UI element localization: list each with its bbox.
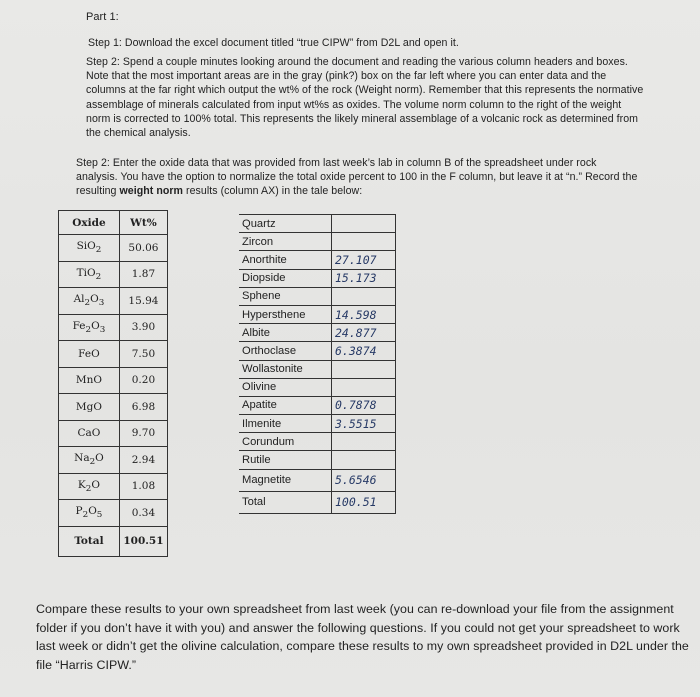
step-2b-text [76,156,641,199]
mineral-name: Olivine [239,378,332,396]
oxide-row [59,394,168,421]
weight-norm-value [332,360,396,378]
oxide-wt-value: 1.87 [119,261,167,288]
oxide-wt-value: 1.08 [119,473,167,500]
mineral-name: Corundum [239,433,332,451]
weight-norm-value [332,215,396,233]
oxide-formula-sub: 2 [95,245,102,256]
oxide-row [59,288,168,315]
mineral-name: Ilmenite [239,415,332,433]
oxide-formula-base: CaO [77,427,101,440]
mineral-name: Sphene [239,287,332,305]
oxide-formula-sub2: 5 [96,510,103,521]
weight-norm-value [332,433,396,451]
oxide-formula-base: MnO [75,374,103,387]
mineral-row [239,433,396,451]
weight-norm-value: 3.5515 [332,415,396,433]
oxide-formula-base: TiO [76,266,96,279]
oxide-formula-sub: 2 [89,457,96,468]
mineral-name: Magnetite [239,469,332,491]
oxide-row [59,261,168,288]
oxide-formula-tail: O [91,319,100,332]
oxide-header: Oxide [59,211,120,235]
oxide-wt-value: 15.94 [119,288,167,315]
weight-norm-value: 14.598 [332,305,396,323]
mineral-row [239,451,396,469]
oxide-formula [59,394,120,421]
mineral-row [239,215,396,233]
step-2-text: Step 2: Spend a couple minutes looking around the document and reading the various column headers and boxes. Note that the most important areas are in the gray (pink?) box on the far left where you can enter data and the columns at the far right which output the wt% of the rock (Weight norm). Remember that this represents the normative assemblage of minerals calculated from input wt%s as oxides. The volume norm column to the right of the weight norm is corrected to 100% total. This represents the likely mineral assemblage of a volcanic rock as determined from the chemical analysis. [86,56,644,140]
oxide-formula-tail: O [95,452,104,465]
weight-norm-value: 27.107 [332,251,396,269]
mineral-row [239,469,396,491]
mineral-name: Hypersthene [239,305,332,323]
oxide-formula-base: Fe [72,319,86,332]
wt-header: Wt% [119,211,167,235]
mineral-name: Wollastonite [239,360,332,378]
mineral-row [239,415,396,433]
oxide-formula-base: FeO [78,347,100,360]
mineral-row [239,342,396,360]
oxide-formula-sub: 2 [84,298,91,309]
mineral-name: Diopside [239,269,332,287]
oxide-row [59,500,168,527]
oxide-table-header [59,211,168,235]
mineral-row [239,287,396,305]
mineral-row [239,269,396,287]
oxide-row [59,367,168,394]
oxide-wt-value: 0.20 [119,367,167,394]
mineral-row [239,233,396,251]
oxide-formula [59,367,120,394]
oxide-row [59,420,168,447]
mineral-row [239,305,396,323]
oxide-formula [59,235,120,262]
mineral-row [239,396,396,414]
mineral-name: Anorthite [239,251,332,269]
oxide-formula-sub2: 3 [98,298,105,309]
weight-norm-value [332,287,396,305]
oxide-formula-sub: 2 [82,510,89,521]
weight-norm-value: 6.3874 [332,342,396,360]
oxide-row [59,235,168,262]
mineral-name: Albite [239,324,332,342]
weight-norm-value [332,451,396,469]
oxide-formula-sub: 2 [85,483,92,494]
oxide-formula-sub: 2 [85,324,92,335]
oxide-wt-value: 9.70 [119,420,167,447]
mineral-name: Zircon [239,233,332,251]
oxide-row [59,447,168,474]
mineral-name: Rutile [239,451,332,469]
mineral-row [239,324,396,342]
oxide-wt-value: 3.90 [119,314,167,341]
step-2b-bold: weight norm [119,185,184,198]
oxide-formula [59,420,120,447]
weight-norm-value [332,378,396,396]
oxide-table [58,210,168,557]
oxide-wt-value: 50.06 [119,235,167,262]
oxide-total-row [59,526,168,556]
oxide-formula [59,473,120,500]
oxide-formula [59,447,120,474]
oxide-formula-base: Al [73,293,85,306]
oxide-row [59,473,168,500]
oxide-rows [59,235,168,527]
mineral-norm-table [239,214,396,514]
oxide-formula-base: P [75,505,83,518]
oxide-wt-value: 0.34 [119,500,167,527]
oxide-formula-tail: O [91,478,100,491]
oxide-wt-value: 2.94 [119,447,167,474]
oxide-formula-tail: O [88,505,97,518]
step-2b-pre: Step 2: Enter the oxide data that was provided from last week’s lab in column B of the spreadsheet under rock analysis. You have the option to normalize the total oxide percent to 100 in the F column, but leave it at “n.” Record the resulting [76,157,638,198]
mineral-name: Total [239,491,332,513]
oxide-wt-value: 7.50 [119,341,167,368]
oxide-total-value: 100.51 [119,526,167,556]
mineral-name: Orthoclase [239,342,332,360]
weight-norm-value: 100.51 [332,491,396,513]
oxide-total-label: Total [59,526,120,556]
compare-paragraph: Compare these results to your own spreadsheet from last week (you can re-download your file from the assignment folder if you don’t have it with you) and answer the following questions. If you could not get your spreadsheet to work last week or didn’t get the olivine calculation, compare these results to my own spreadsheet provided in D2L under the file “Harris CIPW.” [36,602,689,672]
weight-norm-value [332,233,396,251]
oxide-formula [59,341,120,368]
oxide-formula-tail: O [90,293,99,306]
oxide-formula [59,500,120,527]
oxide-formula [59,288,120,315]
oxide-formula-sub: 2 [95,271,102,282]
weight-norm-value: 0.7878 [332,396,396,414]
mineral-name: Apatite [239,396,332,414]
oxide-formula-sub2: 3 [99,324,106,335]
oxide-formula [59,261,120,288]
oxide-formula [59,314,120,341]
mineral-rows [239,215,396,514]
weight-norm-value: 15.173 [332,269,396,287]
oxide-formula-base: Na [74,452,90,465]
page-title: Part 1: [86,11,119,23]
step-1-text: Step 1: Download the excel document titled “true CIPW” from D2L and open it. [88,37,459,49]
mineral-row [239,251,396,269]
mineral-row [239,491,396,513]
oxide-formula-base: SiO [76,240,96,253]
step-2b-post: results (column AX) in the tale below: [183,185,363,198]
mineral-name: Quartz [239,215,332,233]
oxide-formula-base: MgO [75,400,102,413]
oxide-formula-base: K [77,478,86,491]
oxide-row [59,341,168,368]
weight-norm-value: 5.6546 [332,469,396,491]
mineral-row [239,360,396,378]
weight-norm-value: 24.877 [332,324,396,342]
mineral-row [239,378,396,396]
oxide-row [59,314,168,341]
oxide-wt-value: 6.98 [119,394,167,421]
